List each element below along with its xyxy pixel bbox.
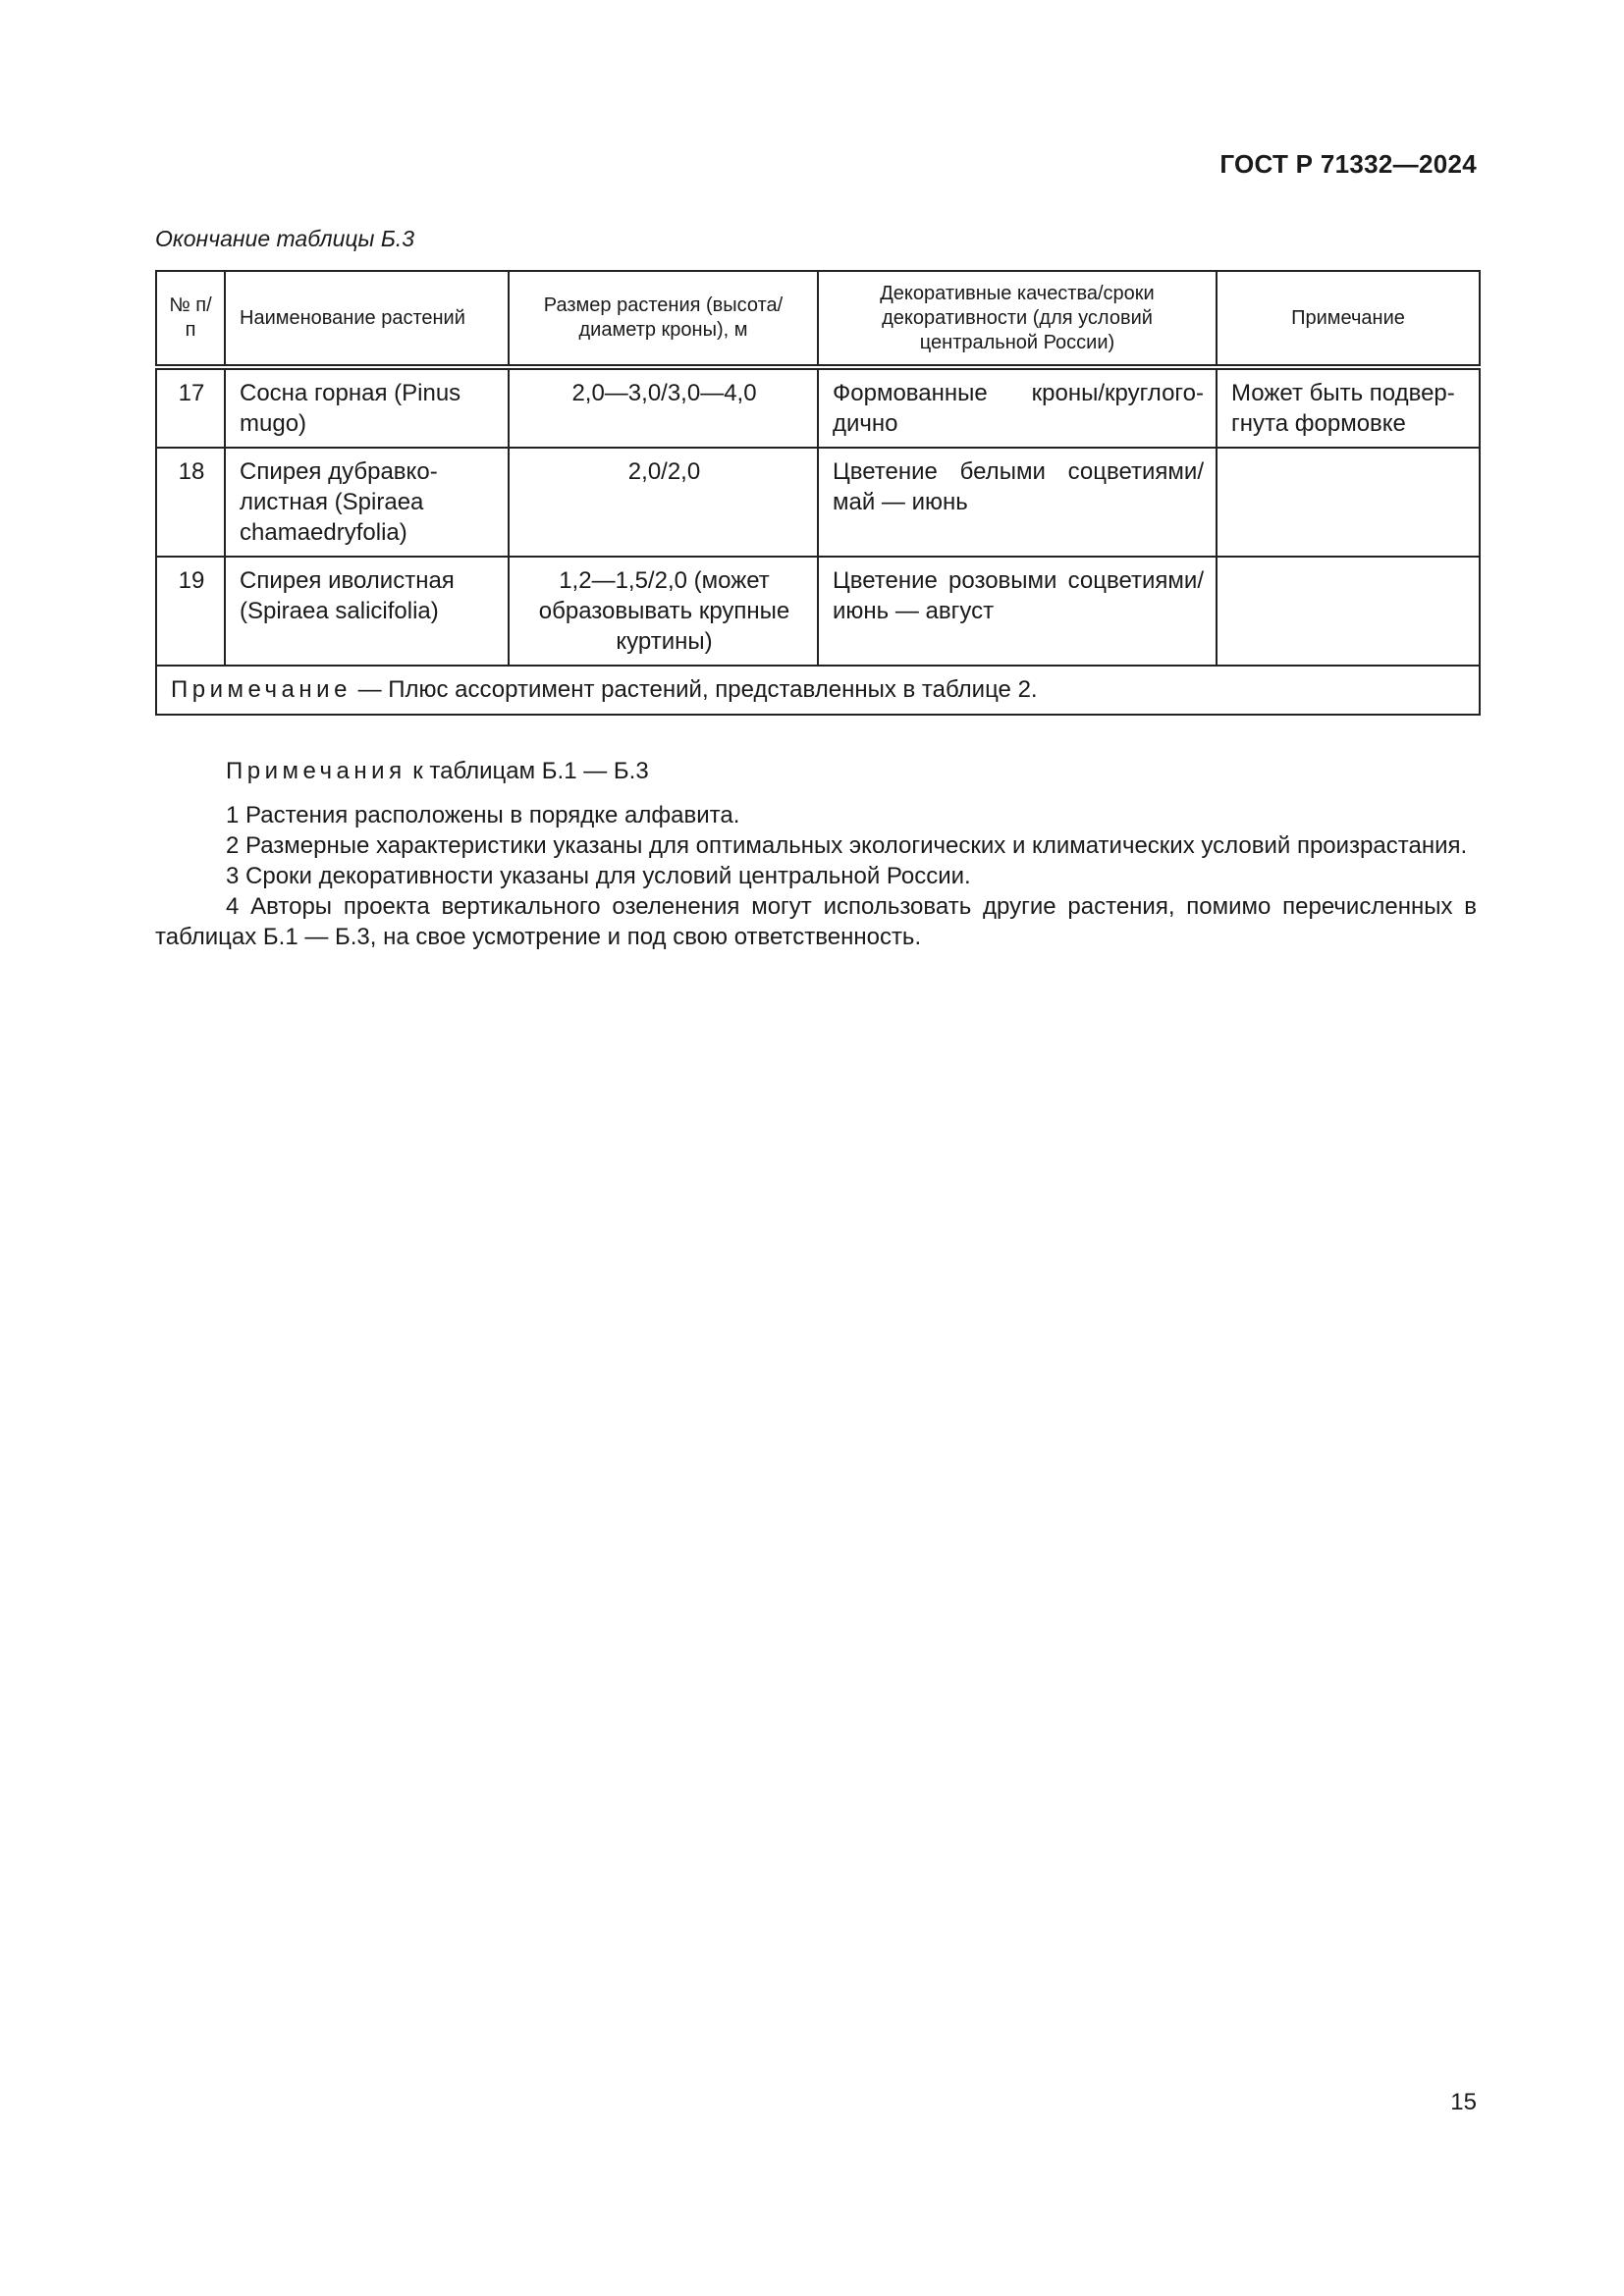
table-row: [156, 448, 1480, 557]
cell-plant-name: Сосна горная (Pinus mugo): [225, 367, 509, 448]
page-number: 15: [1450, 2089, 1477, 2115]
cell-size: 2,0—3,0/3,0—4,0: [509, 367, 818, 448]
table-footnote-row: [156, 666, 1480, 715]
column-header-number: № п/п: [156, 271, 225, 367]
notes-section: [155, 756, 1477, 952]
cell-number: 19: [156, 557, 225, 666]
cell-number: 18: [156, 448, 225, 557]
notes-heading-label: Примечания: [226, 758, 406, 784]
cell-note: Может быть подвергнута формовке: [1217, 367, 1480, 448]
cell-note: [1217, 557, 1480, 666]
table-caption: Окончание таблицы Б.3: [155, 226, 415, 251]
table-footnote-label: Примечание: [171, 676, 352, 703]
column-header-decorative: Декоративные качества/сроки декоративности (для условий центральной России): [818, 271, 1217, 367]
note-item: 4 Авторы проекта вертикального озеленения могут использовать другие растения, помимо перечисленных в таблицах Б.1 — Б.3, на свое усмотрение и под свою ответственность.: [155, 893, 1477, 950]
column-header-size: Размер растения (высота/диаметр кроны), м: [509, 271, 818, 367]
table-row: [156, 367, 1480, 448]
column-header-note: Примечание: [1217, 271, 1480, 367]
table-header-row: [156, 271, 1480, 367]
plants-table: [155, 270, 1481, 716]
note-item: 1 Растения расположены в порядке алфавита.: [226, 802, 740, 828]
document-code: ГОСТ Р 71332—2024: [1219, 149, 1477, 179]
note-item: 3 Сроки декоративности указаны для условий центральной России.: [226, 863, 971, 889]
notes-heading: [155, 756, 1477, 786]
table-footnote-text: — Плюс ассортимент растений, представленных в таблице 2.: [351, 676, 1038, 703]
notes-heading-rest: к таблицам Б.1 — Б.3: [406, 758, 649, 784]
cell-note: [1217, 448, 1480, 557]
cell-size: 2,0/2,0: [509, 448, 818, 557]
table-footnote: [156, 666, 1480, 715]
column-header-name: Наименование растений: [225, 271, 509, 367]
cell-decorative: Цветение белыми соцветиями/май — июнь: [818, 448, 1217, 557]
cell-decorative: Цветение розовыми соцветиями/июнь — август: [818, 557, 1217, 666]
cell-size: 1,2—1,5/2,0 (может образовывать крупные куртины): [509, 557, 818, 666]
cell-number: 17: [156, 367, 225, 448]
note-item: 2 Размерные характеристики указаны для оптимальных экологических и климатических условий произрастания.: [226, 832, 1468, 859]
cell-decorative: Формованные кроны/круглогодично: [818, 367, 1217, 448]
cell-plant-name: Спирея иволистная (Spiraea salicifolia): [225, 557, 509, 666]
table-row: [156, 557, 1480, 666]
cell-plant-name: Спирея дубравколистная (Spiraea chamaedryfolia): [225, 448, 509, 557]
